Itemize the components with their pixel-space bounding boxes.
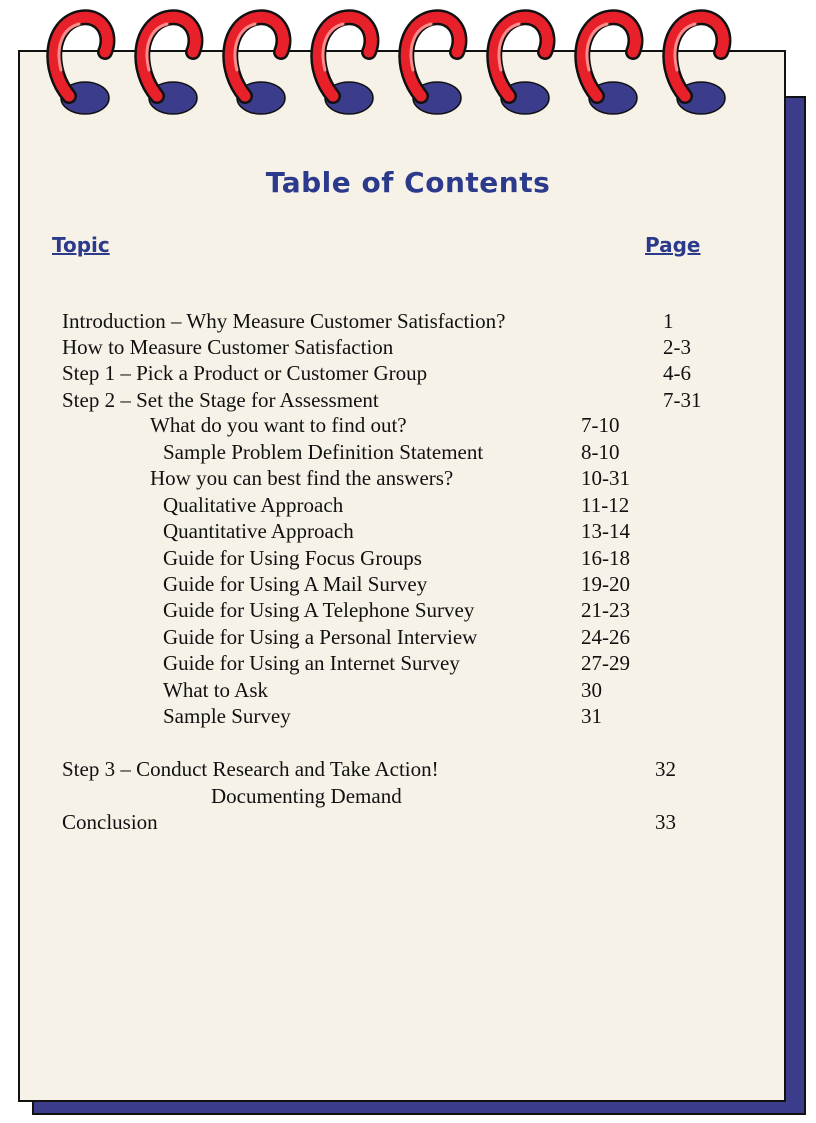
page-title: Table of Contents [265,166,551,199]
toc-label: Guide for Using an Internet Survey [163,651,460,675]
toc-page: 24-26 [581,625,630,649]
toc-label: Guide for Using Focus Groups [163,546,422,570]
toc-page: 27-29 [581,651,630,675]
page-header: Page [645,233,701,257]
toc-page: 13-14 [581,519,630,543]
toc-label: Step 2 – Set the Stage for Assessment [62,388,379,412]
toc-page: 33 [655,810,676,834]
toc-page: 7-31 [663,388,702,412]
toc-label: How to Measure Customer Satisfaction [62,335,394,359]
toc-page: 16-18 [581,546,630,570]
toc-page: 1 [663,309,674,333]
toc-page: 30 [581,678,602,702]
toc-label: Introduction – Why Measure Customer Satisfaction? [62,309,506,333]
toc-label: How you can best find the answers? [150,466,454,490]
toc-page: 31 [581,704,602,728]
toc-label: What do you want to find out? [150,413,407,437]
toc-page: 21-23 [581,598,630,622]
toc-label: Step 3 – Conduct Research and Take Action! [62,757,439,781]
toc-label: Guide for Using A Mail Survey [163,572,428,596]
toc-label: What to Ask [163,678,268,702]
toc-label: Step 1 – Pick a Product or Customer Group [62,361,428,385]
toc-page: 32 [655,757,676,781]
toc-page: 4-6 [663,361,691,385]
toc-page: 2-3 [663,335,691,359]
toc-page: 7-10 [581,413,620,437]
toc-label: Quantitative Approach [163,519,354,543]
toc-page: 19-20 [581,572,630,596]
toc-label: Sample Problem Definition Statement [163,440,484,464]
toc-label: Qualitative Approach [163,493,344,517]
toc-page: 8-10 [581,440,620,464]
toc-label: Sample Survey [163,704,291,728]
topic-header: Topic [52,233,110,257]
toc-label: Conclusion [62,810,158,834]
toc-page: 10-31 [581,466,630,490]
toc-page: 11-12 [581,493,630,517]
toc-label: Guide for Using a Personal Interview [163,625,478,649]
toc-label: Documenting Demand [211,784,402,808]
toc-label: Guide for Using A Telephone Survey [163,598,475,622]
